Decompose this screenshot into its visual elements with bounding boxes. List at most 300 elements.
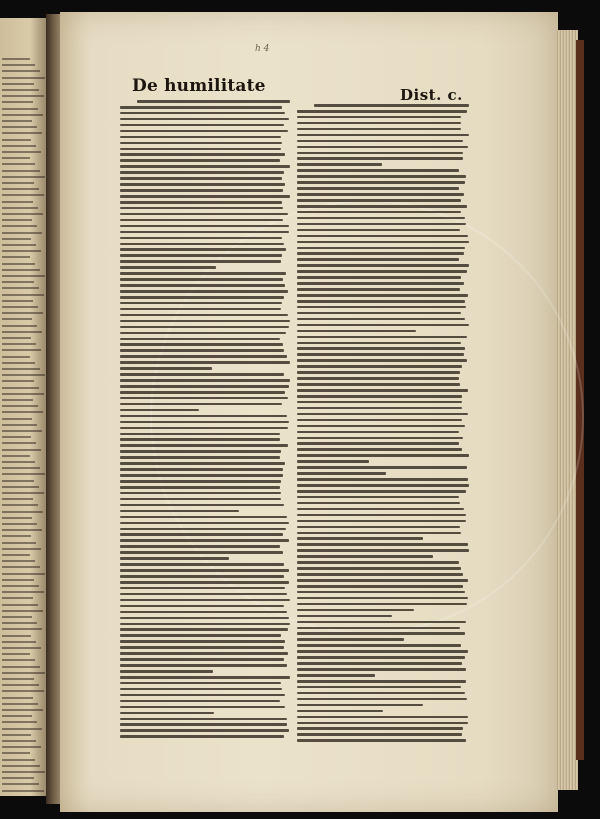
- text-line: [2, 579, 34, 581]
- text-line: [297, 680, 466, 683]
- text-line: [297, 211, 461, 214]
- text-line: [120, 338, 280, 341]
- text-line: [2, 139, 31, 141]
- text-line: [120, 237, 282, 240]
- text-line: [120, 427, 288, 430]
- text-line: [120, 480, 281, 483]
- text-line: [297, 146, 468, 149]
- text-line: [120, 343, 283, 346]
- text-line: [120, 326, 289, 329]
- text-line: [297, 727, 463, 730]
- text-line: [120, 391, 285, 394]
- text-line: [120, 136, 281, 139]
- text-line: [297, 668, 466, 671]
- text-line: [297, 389, 468, 392]
- text-line: [297, 359, 467, 362]
- text-line: [297, 472, 386, 475]
- text-line: [297, 199, 461, 202]
- text-line: [2, 436, 31, 438]
- text-line: [2, 368, 40, 370]
- running-heading-left: De humilitate: [132, 76, 266, 96]
- text-line: [2, 170, 40, 172]
- text-line: [120, 646, 284, 649]
- text-line: [2, 405, 38, 407]
- text-line: [120, 723, 287, 726]
- text-line: [2, 728, 42, 730]
- text-line: [297, 306, 466, 309]
- text-line: [297, 543, 468, 546]
- text-line: [2, 566, 40, 568]
- text-line: [2, 504, 38, 506]
- text-line: [120, 504, 284, 507]
- text-line: [120, 266, 216, 269]
- text-line: [120, 314, 288, 317]
- text-line: [120, 433, 280, 436]
- text-line: [120, 444, 288, 447]
- text-line: [297, 704, 423, 707]
- text-line: [2, 114, 43, 116]
- text-line: [297, 193, 464, 196]
- text-line: [297, 632, 465, 635]
- text-line: [297, 223, 466, 226]
- text-line: [120, 379, 290, 382]
- text-line: [2, 777, 34, 779]
- text-line: [120, 142, 282, 145]
- text-line: [120, 438, 280, 441]
- text-line: [2, 771, 45, 773]
- text-line: [120, 361, 290, 364]
- text-line: [297, 175, 466, 178]
- text-line: [2, 486, 39, 488]
- text-line: [120, 385, 289, 388]
- text-line: [120, 694, 285, 697]
- text-line: [120, 118, 289, 121]
- text-line: [297, 638, 404, 641]
- text-line: [120, 611, 287, 614]
- text-line: [297, 442, 459, 445]
- text-line: [2, 715, 32, 717]
- text-line: [2, 783, 39, 785]
- text-line: [297, 722, 468, 725]
- text-line: [2, 151, 41, 153]
- text-line: [2, 684, 39, 686]
- text-line: [2, 622, 37, 624]
- text-line: [2, 238, 31, 240]
- text-line: [120, 587, 285, 590]
- text-line: [2, 207, 38, 209]
- text-line: [297, 686, 461, 689]
- text-line: [120, 130, 288, 133]
- text-line: [297, 152, 463, 155]
- text-line: [120, 278, 283, 281]
- text-line: [120, 272, 286, 275]
- text-line: [297, 229, 460, 232]
- text-line: [2, 101, 33, 103]
- text-line: [2, 213, 43, 215]
- text-line: [297, 514, 466, 517]
- text-line: [120, 177, 282, 180]
- text-line: [297, 579, 468, 582]
- text-line: [120, 415, 287, 418]
- text-line: [120, 260, 281, 263]
- text-line: [297, 537, 423, 540]
- text-line: [120, 551, 283, 554]
- text-line: [297, 490, 466, 493]
- text-line: [297, 282, 464, 285]
- text-line: [297, 437, 463, 440]
- text-line: [120, 522, 289, 525]
- text-line: [120, 652, 288, 655]
- text-line: [297, 235, 468, 238]
- text-line: [297, 591, 465, 594]
- text-line: [297, 395, 462, 398]
- text-line: [297, 258, 459, 261]
- text-line: [2, 95, 44, 97]
- text-line: [2, 182, 34, 184]
- text-line: [297, 460, 369, 463]
- text-line: [297, 419, 462, 422]
- text-line: [297, 656, 465, 659]
- text-line: [2, 300, 33, 302]
- text-line: [2, 752, 30, 754]
- text-line: [2, 163, 35, 165]
- text-line: [120, 403, 282, 406]
- text-line: [297, 454, 469, 457]
- text-line: [2, 641, 36, 643]
- text-line: [2, 275, 45, 277]
- text-line: [120, 528, 286, 531]
- text-line: [2, 64, 35, 66]
- text-line: [120, 231, 289, 234]
- text-line: [297, 739, 466, 742]
- text-line: [2, 145, 36, 147]
- text-line: [297, 733, 462, 736]
- text-line: [297, 662, 462, 665]
- text-line: [2, 312, 43, 314]
- text-line: [2, 740, 36, 742]
- text-line: [297, 276, 461, 279]
- text-line: [120, 124, 284, 127]
- text-line: [2, 77, 45, 79]
- text-line: [120, 355, 287, 358]
- text-line: [2, 721, 37, 723]
- text-line: [297, 324, 469, 327]
- text-line: [297, 347, 465, 350]
- text-line: [2, 647, 41, 649]
- text-line: [120, 735, 284, 738]
- text-line: [2, 430, 42, 432]
- text-line: [120, 248, 286, 251]
- text-line: [2, 635, 31, 637]
- text-line: [297, 502, 460, 505]
- text-line: [120, 219, 283, 222]
- text-line: [297, 312, 461, 315]
- text-line: [120, 409, 199, 412]
- text-line: [2, 250, 41, 252]
- text-line: [2, 591, 44, 593]
- text-line: [2, 511, 43, 513]
- text-line: [120, 189, 283, 192]
- text-line: [120, 557, 229, 560]
- text-line: [120, 706, 285, 709]
- text-line: [120, 718, 287, 721]
- text-line: [120, 539, 289, 542]
- text-line: [120, 498, 281, 501]
- text-line: [120, 284, 285, 287]
- text-line: [120, 159, 280, 162]
- text-line: [120, 623, 290, 626]
- text-line: [2, 542, 36, 544]
- text-line: [120, 640, 285, 643]
- text-line: [297, 644, 461, 647]
- text-line: [120, 195, 290, 198]
- text-line: [2, 666, 40, 668]
- text-line: [2, 703, 38, 705]
- text-line: [2, 108, 38, 110]
- text-line: [2, 176, 45, 178]
- text-line: [120, 183, 285, 186]
- text-line: [120, 575, 284, 578]
- text-line: [297, 650, 468, 653]
- text-line: [120, 599, 290, 602]
- text-line: [120, 605, 284, 608]
- text-line: [120, 397, 288, 400]
- text-line: [2, 58, 30, 60]
- text-line: [120, 349, 284, 352]
- text-line: [2, 269, 40, 271]
- running-heading-right: Dist. c.: [400, 86, 463, 104]
- text-line: [297, 181, 465, 184]
- left-page-edge: [0, 18, 50, 796]
- text-line: [297, 609, 414, 612]
- text-line: [2, 194, 44, 196]
- text-line: [2, 473, 45, 475]
- text-line: [2, 281, 34, 283]
- text-line: [120, 676, 290, 679]
- text-line: [120, 563, 284, 566]
- text-line: [297, 532, 461, 535]
- text-line: [297, 377, 459, 380]
- text-line: [120, 213, 288, 216]
- text-line: [2, 461, 35, 463]
- text-line: [2, 387, 39, 389]
- text-line: [297, 294, 468, 297]
- text-line: [297, 555, 433, 558]
- text-line: [2, 659, 35, 661]
- text-line: [2, 356, 30, 358]
- text-line: [297, 603, 467, 606]
- text-line: [297, 383, 460, 386]
- text-line: [2, 765, 40, 767]
- text-line: [2, 597, 33, 599]
- text-line: [137, 100, 290, 103]
- text-line: [2, 746, 41, 748]
- text-line: [297, 110, 467, 113]
- text-line: [297, 116, 461, 119]
- text-line: [120, 165, 290, 168]
- text-line: [120, 332, 286, 335]
- text-line: [297, 330, 416, 333]
- text-line: [2, 132, 42, 134]
- text-line: [2, 517, 32, 519]
- text-line: [120, 290, 288, 293]
- text-line: [297, 407, 462, 410]
- text-line: [297, 371, 460, 374]
- folio-number: h 4: [255, 44, 270, 54]
- text-line: [2, 349, 41, 351]
- text-line: [297, 698, 467, 701]
- text-line: [120, 700, 280, 703]
- text-line: [297, 716, 468, 719]
- text-line: [2, 455, 30, 457]
- text-line: [2, 709, 43, 711]
- text-line: [2, 157, 30, 159]
- text-line: [297, 448, 462, 451]
- text-line: [2, 411, 43, 413]
- text-line: [2, 263, 35, 265]
- text-line: [2, 697, 33, 699]
- text-line: [297, 187, 459, 190]
- text-line: [120, 367, 212, 370]
- text-line: [2, 306, 38, 308]
- text-line: [120, 148, 281, 151]
- text-line: [297, 288, 460, 291]
- text-line: [297, 496, 459, 499]
- text-line: [2, 616, 32, 618]
- text-line: [2, 523, 37, 525]
- text-line: [297, 353, 464, 356]
- text-line: [297, 567, 461, 570]
- text-line: [120, 243, 284, 246]
- text-line: [2, 573, 45, 575]
- text-line: [120, 593, 287, 596]
- text-line: [120, 302, 282, 305]
- text-line: [2, 126, 37, 128]
- text-line: [297, 431, 459, 434]
- text-line: [120, 510, 239, 513]
- text-line: [2, 604, 38, 606]
- text-line: [297, 425, 465, 428]
- text-line: [2, 480, 34, 482]
- text-line: [2, 585, 39, 587]
- text-line: [297, 365, 462, 368]
- text-line: [120, 581, 289, 584]
- text-line: [297, 692, 465, 695]
- text-line: [2, 653, 30, 655]
- text-line: [120, 373, 284, 376]
- text-line: [297, 270, 467, 273]
- text-line: [297, 342, 461, 345]
- text-line: [120, 682, 281, 685]
- text-column-right: [297, 104, 469, 744]
- text-line: [120, 658, 284, 661]
- text-line: [120, 569, 289, 572]
- text-line: [120, 308, 281, 311]
- text-line: [120, 207, 283, 210]
- text-line: [297, 627, 460, 630]
- text-line: [2, 219, 32, 221]
- text-line: [120, 516, 287, 519]
- text-line: [2, 399, 33, 401]
- text-line: [297, 169, 459, 172]
- text-line: [2, 201, 33, 203]
- text-line: [297, 413, 468, 416]
- text-line: [2, 232, 42, 234]
- text-line: [120, 545, 280, 548]
- text-line: [297, 401, 462, 404]
- text-line: [2, 529, 42, 531]
- text-line: [2, 294, 44, 296]
- text-line: [297, 128, 461, 131]
- text-line: [120, 201, 282, 204]
- text-line: [120, 628, 288, 631]
- text-line: [120, 450, 281, 453]
- text-line: [2, 424, 37, 426]
- text-line: [2, 380, 34, 382]
- text-line: [297, 561, 459, 564]
- text-line: [297, 466, 467, 469]
- text-line: [120, 462, 285, 465]
- text-line: [2, 343, 36, 345]
- text-line: [120, 670, 213, 673]
- text-line: [120, 664, 287, 667]
- text-line: [120, 729, 289, 732]
- text-line: [120, 320, 290, 323]
- text-line: [2, 331, 42, 333]
- text-line: [120, 106, 282, 109]
- text-line: [2, 287, 39, 289]
- text-line: [2, 225, 37, 227]
- text-line: [120, 254, 282, 257]
- text-line: [2, 734, 31, 736]
- text-line: [297, 585, 463, 588]
- text-line: [120, 486, 280, 489]
- text-line: [2, 449, 41, 451]
- text-line: [2, 467, 40, 469]
- text-line: [2, 83, 34, 85]
- text-line: [297, 549, 469, 552]
- text-line: [2, 554, 30, 556]
- text-line: [2, 188, 39, 190]
- text-line: [2, 70, 40, 72]
- text-line: [2, 442, 36, 444]
- text-line: [297, 597, 468, 600]
- text-line: [2, 374, 45, 376]
- text-line: [120, 688, 282, 691]
- text-line: [297, 264, 469, 267]
- text-line: [297, 336, 467, 339]
- text-line: [2, 628, 42, 630]
- text-line: [120, 153, 285, 156]
- text-line: [120, 421, 289, 424]
- text-line: [2, 498, 33, 500]
- text-line: [297, 484, 469, 487]
- text-line: [2, 337, 31, 339]
- text-line: [297, 134, 469, 137]
- text-line: [2, 318, 32, 320]
- text-line: [2, 244, 36, 246]
- text-line: [120, 296, 284, 299]
- text-line: [2, 548, 41, 550]
- text-line: [2, 393, 44, 395]
- text-line: [297, 205, 467, 208]
- text-line: [120, 617, 289, 620]
- text-line: [120, 634, 281, 637]
- text-line: [297, 157, 463, 160]
- text-line: [297, 247, 465, 250]
- text-line: [297, 217, 465, 220]
- text-line: [314, 104, 469, 107]
